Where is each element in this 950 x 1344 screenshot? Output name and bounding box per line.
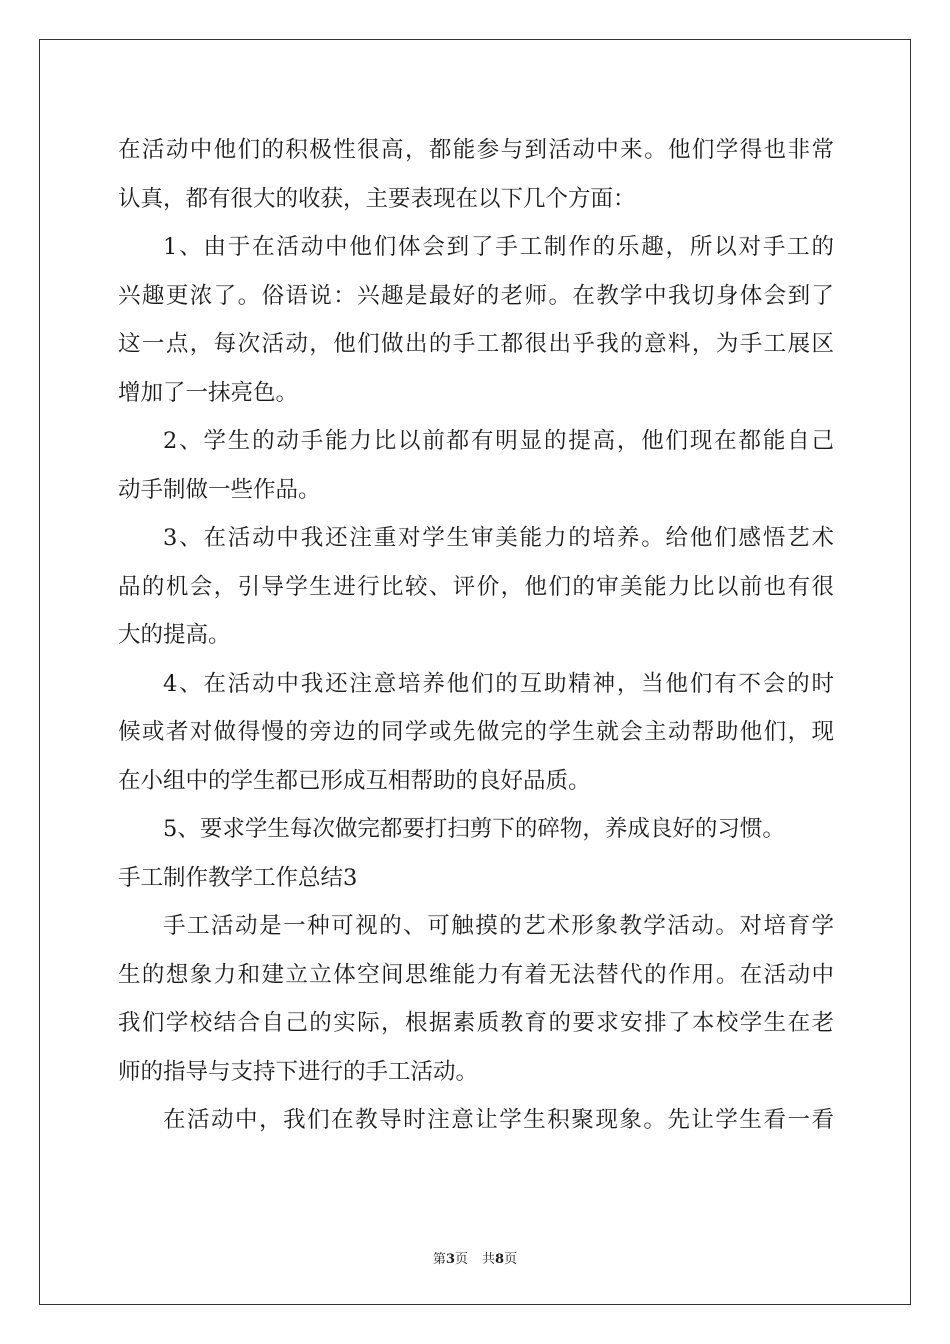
document-body xyxy=(118,126,834,1145)
current-page-number: 3 xyxy=(445,1252,455,1267)
section-heading: 手工制作教学工作总结3 xyxy=(118,864,358,891)
text-line: 品的机会，引导学生进行比较、评价，他们的审美能力比以前也有很 xyxy=(118,573,834,600)
list-item-5: 5、要求学生每次做完都要打扫剪下的碎物，养成良好的习惯。 xyxy=(163,816,785,842)
paragraph-start: 在活动中，我们在教导时注意让学生积聚现象。先让学生看一看 xyxy=(163,1107,834,1133)
text-line: 大的提高。 xyxy=(118,622,231,648)
text-line: 这一点，每次活动，他们做出的手工都很出乎我的意料，为手工展区 xyxy=(118,331,834,357)
total-pages-number: 8 xyxy=(495,1252,505,1267)
text-line: 认真，都有很大的收获，主要表现在以下几个方面： xyxy=(118,185,636,212)
text-line: 我们学校结合自己的实际，根据素质教育的要求安排了本校学生在老 xyxy=(118,1010,834,1036)
text-line: 增加了一抹亮色。 xyxy=(118,379,299,406)
list-item-2: 2、学生的动手能力比以前都有明显的提高，他们现在都能自己 xyxy=(163,428,834,454)
footer-total-prefix: 共 xyxy=(482,1252,496,1267)
footer-page-suffix: 页 xyxy=(454,1252,468,1267)
list-item-1: 1、由于在活动中他们体会到了手工制作的乐趣，所以对手工的 xyxy=(163,234,834,260)
list-item-4: 4、在活动中我还注意培养他们的互助精神，当他们有不会的时 xyxy=(163,670,834,697)
footer-prefix: 第 xyxy=(432,1252,446,1267)
text-line: 生的想象力和建立立体空间思维能力有着无法替代的作用。在活动中 xyxy=(118,961,834,988)
text-line: 兴趣更浓了。俗语说：兴趣是最好的老师。在教学中我切身体会到了 xyxy=(118,282,834,309)
footer-total-suffix: 页 xyxy=(504,1252,518,1267)
list-item-3: 3、在活动中我还注重对学生审美能力的培养。给他们感悟艺术 xyxy=(163,525,834,551)
text-line: 动手制做一些作品。 xyxy=(118,476,321,503)
text-line: 在活动中他们的积极性很高，都能参与到活动中来。他们学得也非常 xyxy=(118,137,834,163)
text-line: 候或者对做得慢的旁边的同学或先做完的学生就会主动帮助他们，现 xyxy=(118,719,834,745)
text-line: 在小组中的学生都已形成互相帮助的良好品质。 xyxy=(118,767,591,794)
page-footer xyxy=(0,1248,950,1267)
paragraph-start: 手工活动是一种可视的、可触摸的艺术形象教学活动。对培育学 xyxy=(163,913,834,939)
text-line: 师的指导与支持下进行的手工活动。 xyxy=(118,1058,479,1085)
